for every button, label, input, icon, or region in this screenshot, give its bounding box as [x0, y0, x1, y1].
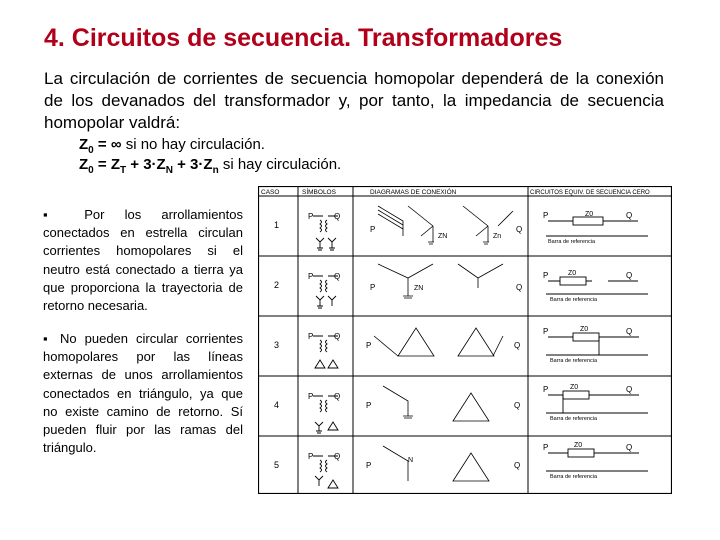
svg-text:P: P [543, 327, 549, 336]
svg-text:Barra de referencia: Barra de referencia [550, 358, 598, 364]
svg-text:Zn: Zn [493, 233, 502, 240]
svg-text:P: P [308, 452, 314, 461]
svg-text:Q: Q [626, 327, 633, 336]
svg-text:Q: Q [626, 385, 633, 394]
svg-text:Q: Q [626, 211, 633, 220]
svg-text:Barra de referencia: Barra de referencia [550, 297, 598, 303]
svg-text:N: N [408, 457, 414, 464]
header-diagramas: DIAGRAMAS DE CONEXIÓN [370, 189, 457, 196]
svg-text:Barra de referencia: Barra de referencia [550, 474, 598, 480]
svg-text:Z0: Z0 [568, 270, 577, 277]
svg-text:Q: Q [334, 212, 341, 221]
svg-text:Q: Q [334, 332, 341, 341]
svg-text:P: P [543, 385, 549, 394]
svg-text:P: P [366, 461, 372, 470]
svg-text:Q: Q [514, 341, 521, 350]
svg-text:ZN: ZN [438, 233, 448, 240]
svg-text:Q: Q [514, 401, 521, 410]
svg-text:Q: Q [516, 225, 523, 234]
zero-sequence-table-figure [258, 186, 672, 494]
slide-title: 4. Circuitos de secuencia. Transformadores [44, 24, 563, 52]
equiv-circuit-case-2 [543, 270, 648, 303]
header-circuitos: CIRCUITOS EQUIV. DE SECUENCIA CERO [530, 190, 650, 196]
svg-text:Barra de referencia: Barra de referencia [548, 239, 596, 245]
svg-text:Q: Q [514, 461, 521, 470]
diagram-case-2 [370, 264, 522, 298]
case-number-4: 4 [274, 400, 280, 410]
svg-text:P: P [308, 392, 314, 401]
symbol-case-2 [308, 272, 340, 308]
intro-paragraph: La circulación de corrientes de secuencia homopolar dependerá de la conexión de los devanados del transformador y, por tanto, la impedancia de secuencia homopolar valdrá: [44, 69, 664, 132]
svg-text:Z0: Z0 [585, 211, 594, 218]
equiv-circuit-case-4 [543, 384, 648, 422]
symbol-case-5 [308, 452, 340, 488]
svg-text:P: P [543, 443, 549, 452]
symbol-case-3 [308, 332, 340, 368]
svg-text:P: P [370, 283, 376, 292]
svg-text:Q: Q [626, 271, 633, 280]
svg-text:P: P [308, 332, 314, 341]
svg-text:Barra de referencia: Barra de referencia [550, 416, 598, 422]
symbol-case-1 [308, 212, 340, 250]
equiv-circuit-case-3 [543, 326, 648, 364]
symbol-case-4 [308, 392, 340, 433]
case-number-2: 2 [274, 280, 280, 290]
equiv-circuit-case-5 [543, 442, 648, 480]
formula-circulation: $Z_0 = Z_T + 3\cdot Z_N + 3\cdot Z_n$ si hay circulación. [79, 156, 342, 176]
diagram-case-3 [366, 328, 520, 356]
svg-text:Z0: Z0 [570, 384, 579, 391]
svg-text:P: P [543, 271, 549, 280]
header-simbolos: SÍMBOLOS [302, 189, 336, 196]
svg-text:P: P [543, 211, 549, 220]
svg-text:Q: Q [626, 443, 633, 452]
svg-text:P: P [370, 225, 376, 234]
equiv-circuit-case-1 [543, 211, 648, 245]
svg-text:Q: Q [334, 452, 341, 461]
case-number-1: 1 [274, 220, 280, 230]
diagram-case-5 [366, 446, 520, 481]
svg-text:P: P [308, 272, 314, 281]
svg-text:Z0: Z0 [574, 442, 583, 449]
svg-text:P: P [366, 401, 372, 410]
case-number-3: 3 [274, 340, 280, 350]
case-number-5: 5 [274, 460, 280, 470]
zero-sequence-table [258, 186, 672, 494]
svg-text:Z0: Z0 [580, 326, 589, 333]
svg-text:Q: Q [334, 392, 341, 401]
diagram-case-4 [366, 386, 520, 421]
diagram-case-1 [370, 206, 522, 244]
svg-text:Q: Q [334, 272, 341, 281]
header-caso: CASO [261, 189, 280, 196]
svg-text:P: P [366, 341, 372, 350]
bullet-delta-connection: ▪ No pueden circular corrientes homopolares por las líneas externas de unos arrollamientos conectados en triángulo, ya que no existe camino de retorno. Sí pueden fluir por las ramas del triángulo. [43, 331, 243, 456]
svg-text:Q: Q [516, 283, 523, 292]
svg-text:P: P [308, 212, 314, 221]
bullet-star-connection: ▪ Por los arrollamientos conectados en estrella circulan corrientes homopolares si el neutro está conectado a tierra ya que proporciona la trayectoria de retorno necesaria. [43, 207, 243, 314]
svg-text:ZN: ZN [414, 285, 424, 292]
formula-no-circulation: $Z_0$ = ∞ si no hay circulación. [79, 136, 265, 156]
